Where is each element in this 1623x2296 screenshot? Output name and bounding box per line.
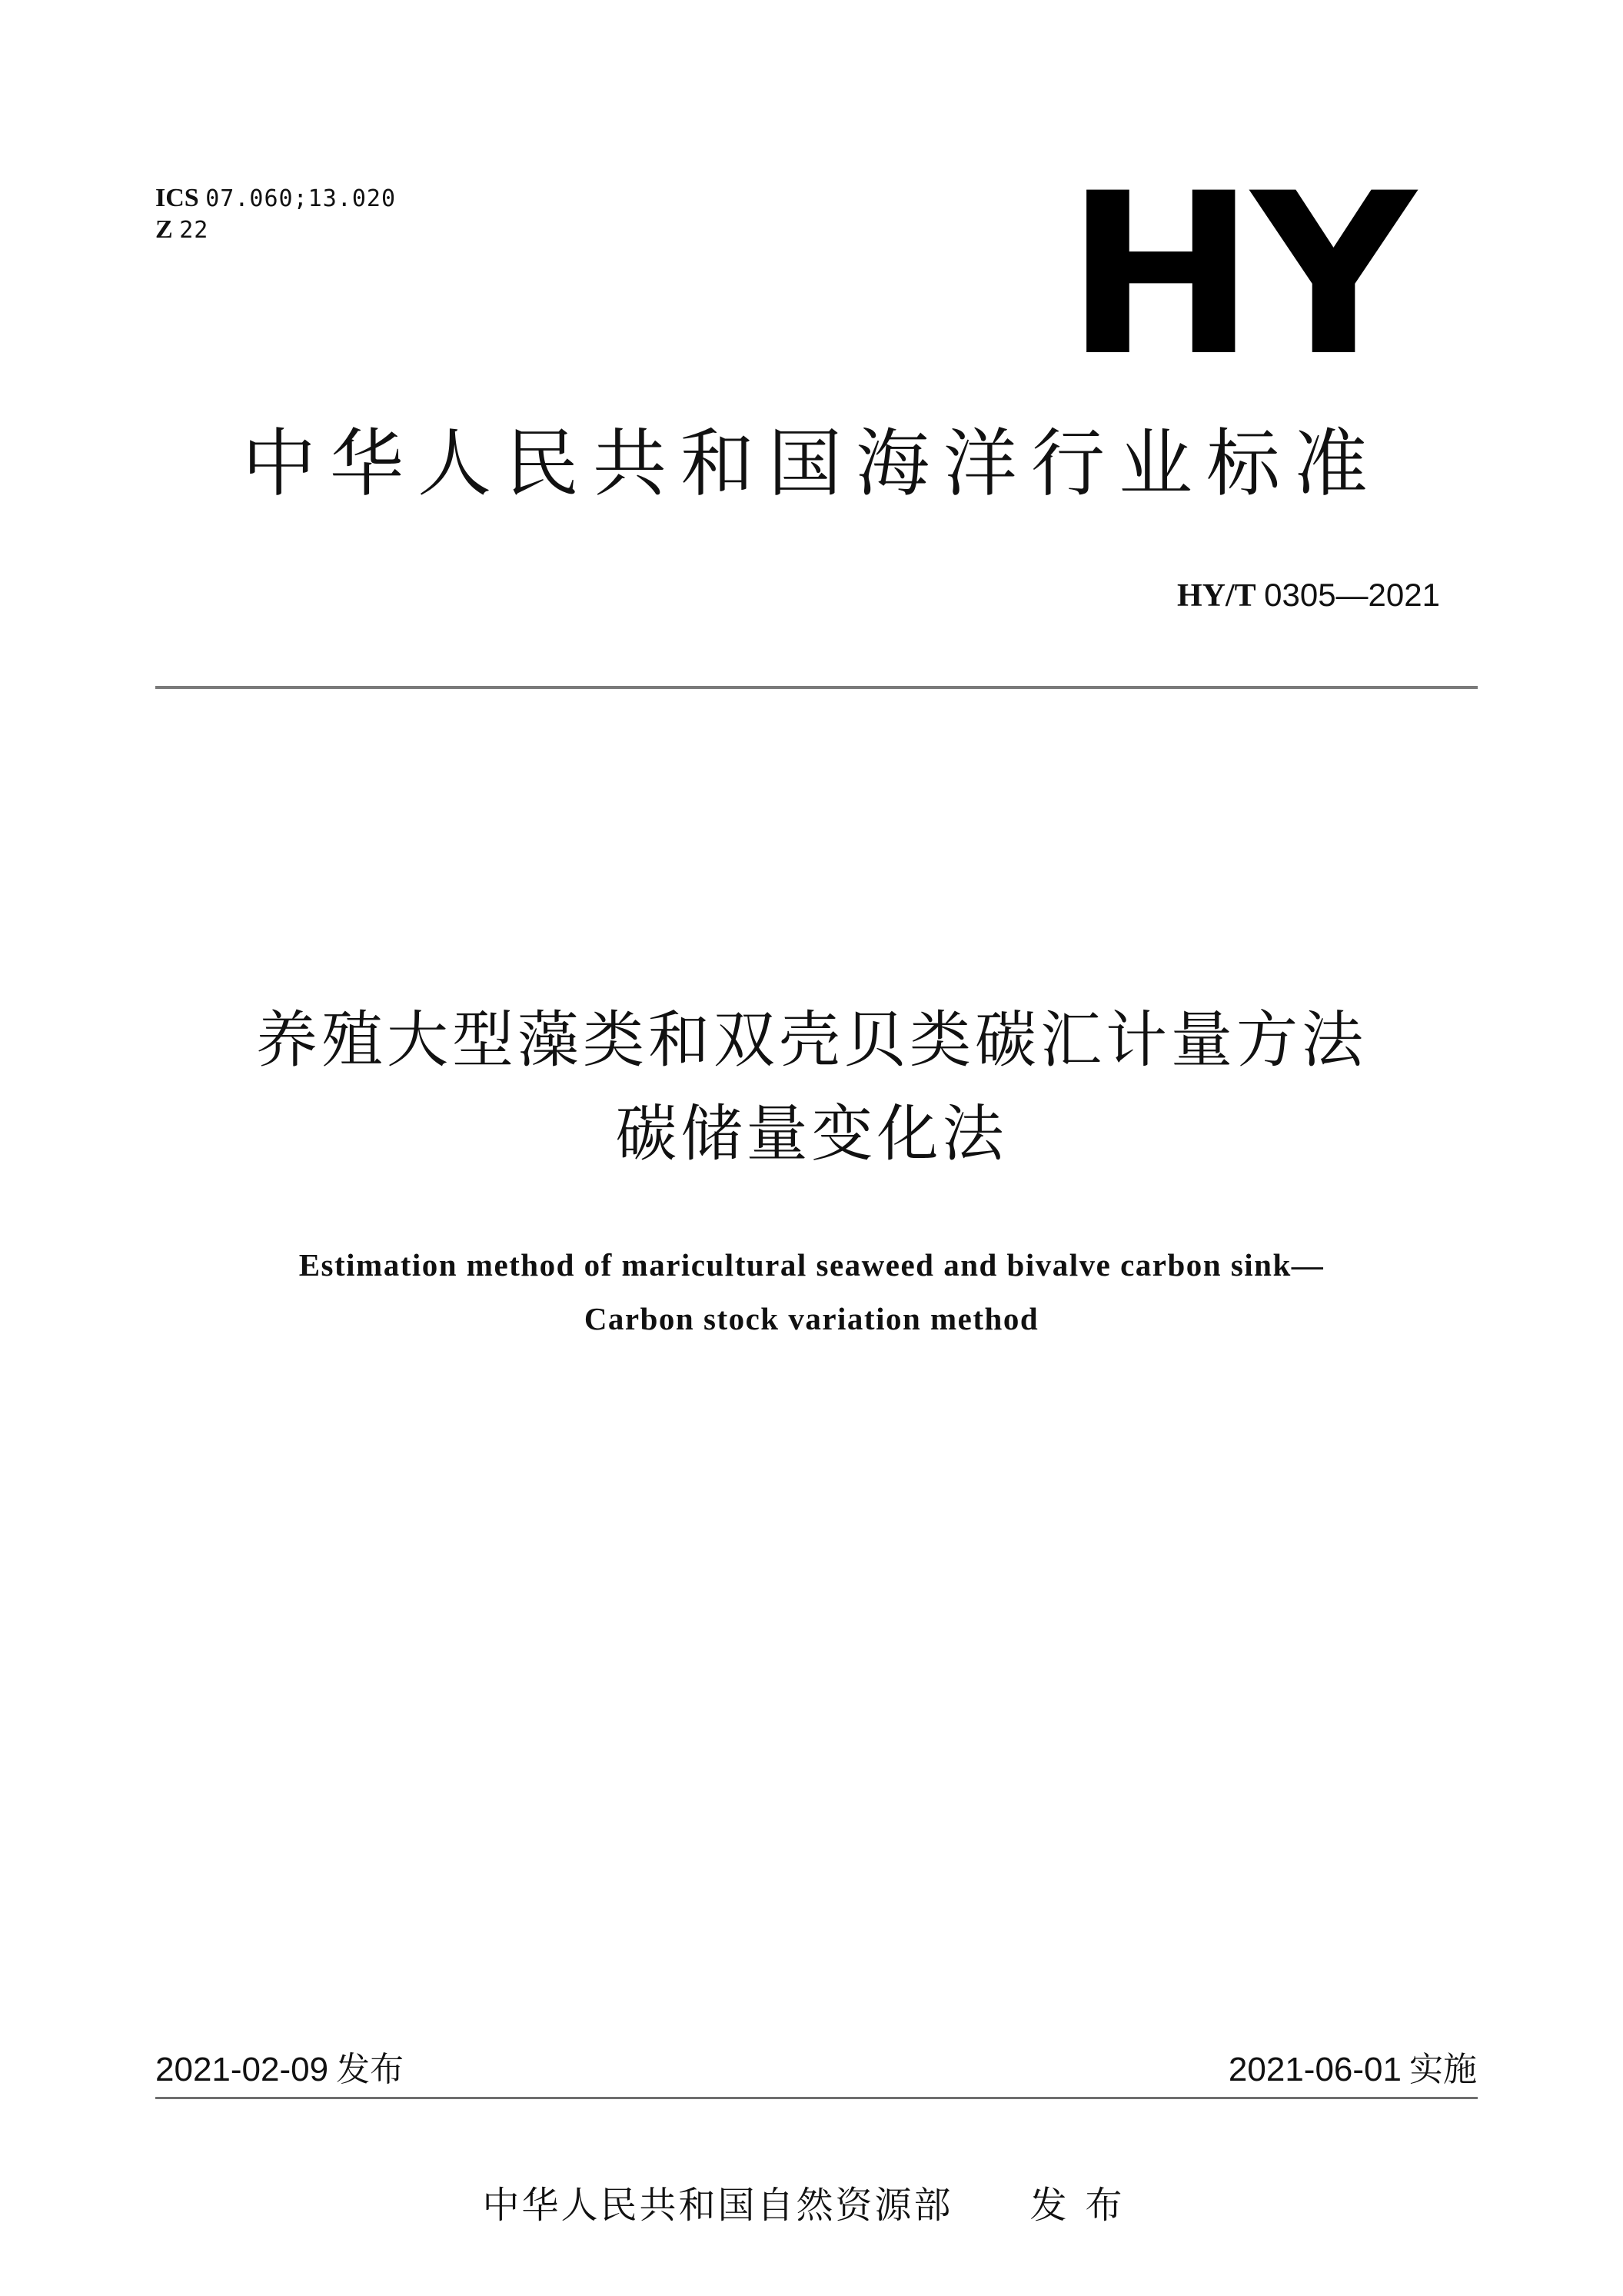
standard-number-prefix: HY/T — [1176, 578, 1256, 614]
issuer-line — [0, 2182, 1623, 2228]
standard-number-body: 0305—2021 — [1264, 577, 1440, 613]
header-divider — [155, 686, 1478, 689]
footer-divider — [155, 2097, 1478, 2099]
implement-date: 2021-06-01 — [1228, 2051, 1402, 2088]
title-english-line-1: Estimation method of maricultural seaweed and bivalve carbon sink— — [298, 1247, 1325, 1283]
z-code: 22 — [179, 217, 209, 244]
ics-line — [155, 183, 396, 215]
implement-date-block — [1229, 2048, 1477, 2091]
title-chinese-line-2: 碳储量变化法 — [615, 1098, 1008, 1170]
classification-codes — [155, 183, 396, 246]
ics-code: 07.060;13.020 — [205, 185, 397, 212]
standard-class-title: 中华人民共和国海洋行业标准 — [242, 421, 1382, 507]
publish-label: 发布 — [336, 2050, 404, 2089]
standard-number — [1177, 575, 1440, 616]
ics-label: ICS — [155, 184, 199, 212]
z-label: Z — [155, 215, 173, 244]
publish-date: 2021-02-09 — [155, 2051, 329, 2088]
issuer-action: 发布 — [1029, 2184, 1141, 2227]
title-chinese — [77, 993, 1546, 1181]
title-chinese-line-1: 养殖大型藻类和双壳贝类碳汇计量方法 — [256, 1004, 1367, 1076]
z-line — [155, 215, 396, 246]
implement-label: 实施 — [1409, 2050, 1477, 2089]
issuer-name: 中华人民共和国自然资源部 — [482, 2184, 953, 2227]
title-english-line-2: Carbon stock variation method — [584, 1301, 1039, 1336]
publish-date-block — [155, 2048, 404, 2091]
title-english — [77, 1238, 1546, 1346]
hy-logo: HY — [1066, 146, 1412, 405]
